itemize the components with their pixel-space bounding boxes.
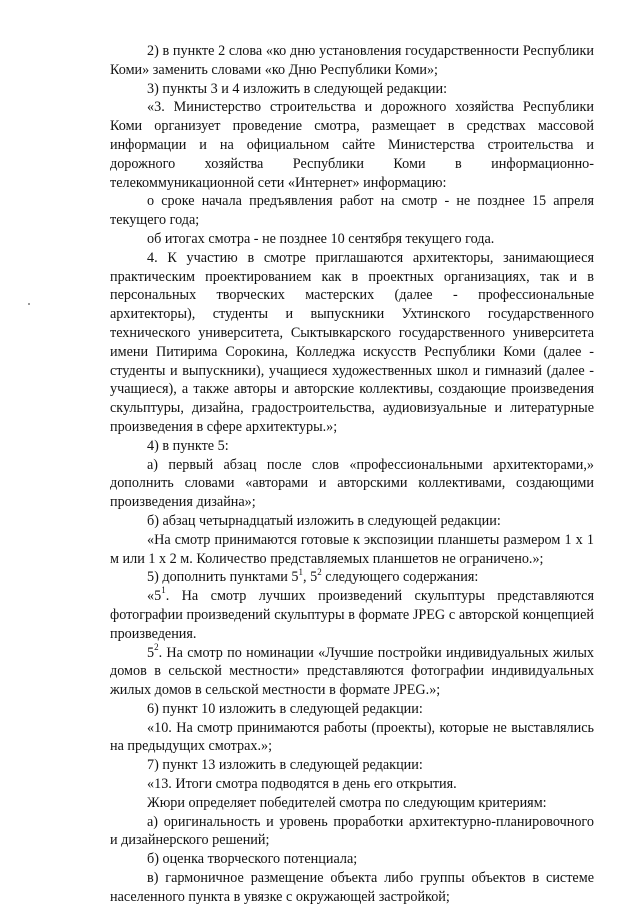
paragraph-item-4: 4) в пункте 5: — [147, 437, 229, 454]
scan-speck — [28, 303, 30, 305]
paragraph-item-6: 6) пункт 10 изложить в следующей редакции: — [147, 700, 423, 717]
paragraph-clause-3: «3. Министерство строительства и дорожного хозяйства Республики Коми организует проведение смотра, размещает в средствах массовой информации и на официальном сайте Министерства строительства и дорожного хозяйства Республики Коми в информационно-телекоммуникационной сети «Интернет» информацию: — [110, 99, 594, 191]
paragraph-clause-5-2: $5^2$. На смотр по номинации «Лучшие постройки индивидуальных жилых домов в сельской местности» представляются фотографии индивидуальных жилых домов в сельской местности в формате JPEG.»; — [110, 641, 594, 699]
paragraph-item-5: 5) дополнить пунктами $5^1$, $5^2$ следующего содержания: — [147, 566, 479, 586]
paragraph-panels: «На смотр принимаются готовые к экспозиции планшеты размером 1 х 1 м или 1 х 2 м. Количество представляемых планшетов не ограничено.»; — [110, 531, 594, 567]
paragraph-jury: Жюри определяет победителей смотра по следующим критериям: — [147, 794, 547, 811]
paragraph-deadline-start: о сроке начала предъявления работ на смотр - не позднее 15 апреля текущего года; — [110, 193, 594, 229]
paragraph-item-2: 2) в пункте 2 слова «ко дню установления государственности Республики Коми» заменить словами «ко Дню Республики Коми»; — [110, 43, 594, 78]
paragraph-sub-a: а) первый абзац после слов «профессиональными архитекторами,» дополнить словами «авторами и авторскими коллективами, создающими произведения дизайна»; — [110, 456, 594, 511]
paragraph-clause-5-1: «$5^1$. На смотр лучших произведений скульптуры представляются фотографии произведений скульптуры в формате JPEG с авторской концепцией произведения. — [110, 585, 594, 642]
paragraph-criterion-c: в) гармоничное размещение объекта либо группы объектов в системе населенного пункта в увязке с окружающей застройкой; — [110, 870, 594, 905]
paragraph-item-3: 3) пункты 3 и 4 изложить в следующей редакции: — [147, 80, 448, 97]
paragraph-clause-13: «13. Итоги смотра подводятся в день его открытия. — [147, 776, 457, 793]
paragraph-clause-4: 4. К участию в смотре приглашаются архитекторы, занимающиеся практическим проектированием как в проектных организациях, так и в персональных творческих мастерских (далее - профессиональные архитекторы), студенты и выпускники Ухтинского государственного технического университета, Сыктывкарского государственного университета имени Питирима Сорокина, Колледжа искусств Республики Коми (далее - студенты и выпускники), учащиеся художественных школ и гимназий (далее - учащиеся), а также авторы и авторские коллективы, создающие произведения скульптуры, дизайна, градостроительства, аудиовизуальные и литературные произведения в сфере архитектуры.»; — [110, 249, 594, 435]
paragraph-criterion-b: б) оценка творческого потенциала; — [147, 851, 358, 868]
paragraph-clause-10: «10. На смотр принимаются работы (проекты), которые не выставлялись на предыдущих смотрах.»; — [110, 719, 594, 755]
paragraph-deadline-results: об итогах смотра - не позднее 10 сентября текущего года. — [147, 230, 495, 247]
document-page — [110, 42, 594, 907]
paragraph-sub-b: б) абзац четырнадцатый изложить в следующей редакции: — [147, 512, 501, 529]
paragraph-item-7: 7) пункт 13 изложить в следующей редакции: — [147, 757, 423, 774]
paragraph-criterion-a: а) оригинальность и уровень проработки архитектурно-планировочного и дизайнерского решений; — [110, 813, 594, 849]
